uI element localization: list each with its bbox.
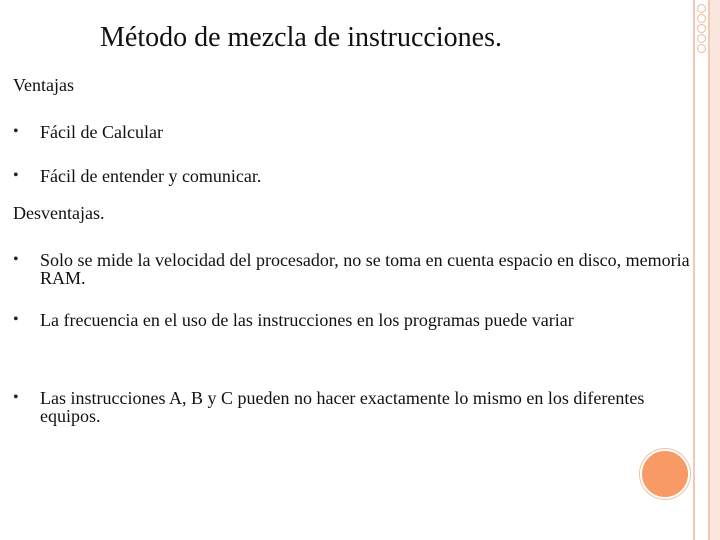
- disadvantage-text: Solo se mide la velocidad del procesador, no se toma en cuenta espacio en disco, memoria RAM.: [40, 250, 690, 288]
- bullet-icon: •: [13, 251, 19, 268]
- advantage-item-2: [13, 167, 691, 185]
- bullet-icon: •: [13, 167, 19, 184]
- bullet-icon: •: [13, 389, 19, 406]
- advantage-text: Fácil de entender y comunicar.: [40, 166, 262, 186]
- border-band: [710, 0, 720, 540]
- border-dot-icon: [697, 14, 706, 23]
- bullet-icon: •: [13, 123, 19, 140]
- disadvantage-item-3: [13, 389, 691, 425]
- border-dot-icon: [697, 44, 706, 53]
- advantages-heading: Ventajas: [13, 75, 74, 95]
- disadvantage-text: La frecuencia en el uso de las instrucciones en los programas puede variar: [40, 310, 574, 330]
- border-dot-icon: [697, 34, 706, 43]
- accent-circle-icon: [640, 449, 690, 499]
- bullet-icon: •: [13, 311, 19, 328]
- advantage-item-1: [13, 123, 691, 141]
- disadvantage-item-2: [13, 311, 691, 329]
- advantage-text: Fácil de Calcular: [40, 122, 163, 142]
- disadvantage-text: Las instrucciones A, B y C pueden no hacer exactamente lo mismo en los diferentes equipos.: [40, 388, 645, 426]
- disadvantages-heading: Desventajas.: [13, 203, 105, 223]
- slide-title: Método de mezcla de instrucciones.: [100, 22, 502, 53]
- border-line-left: [693, 0, 695, 540]
- disadvantage-item-1: [13, 251, 691, 287]
- border-dot-icon: [697, 4, 706, 13]
- border-dot-icon: [697, 24, 706, 33]
